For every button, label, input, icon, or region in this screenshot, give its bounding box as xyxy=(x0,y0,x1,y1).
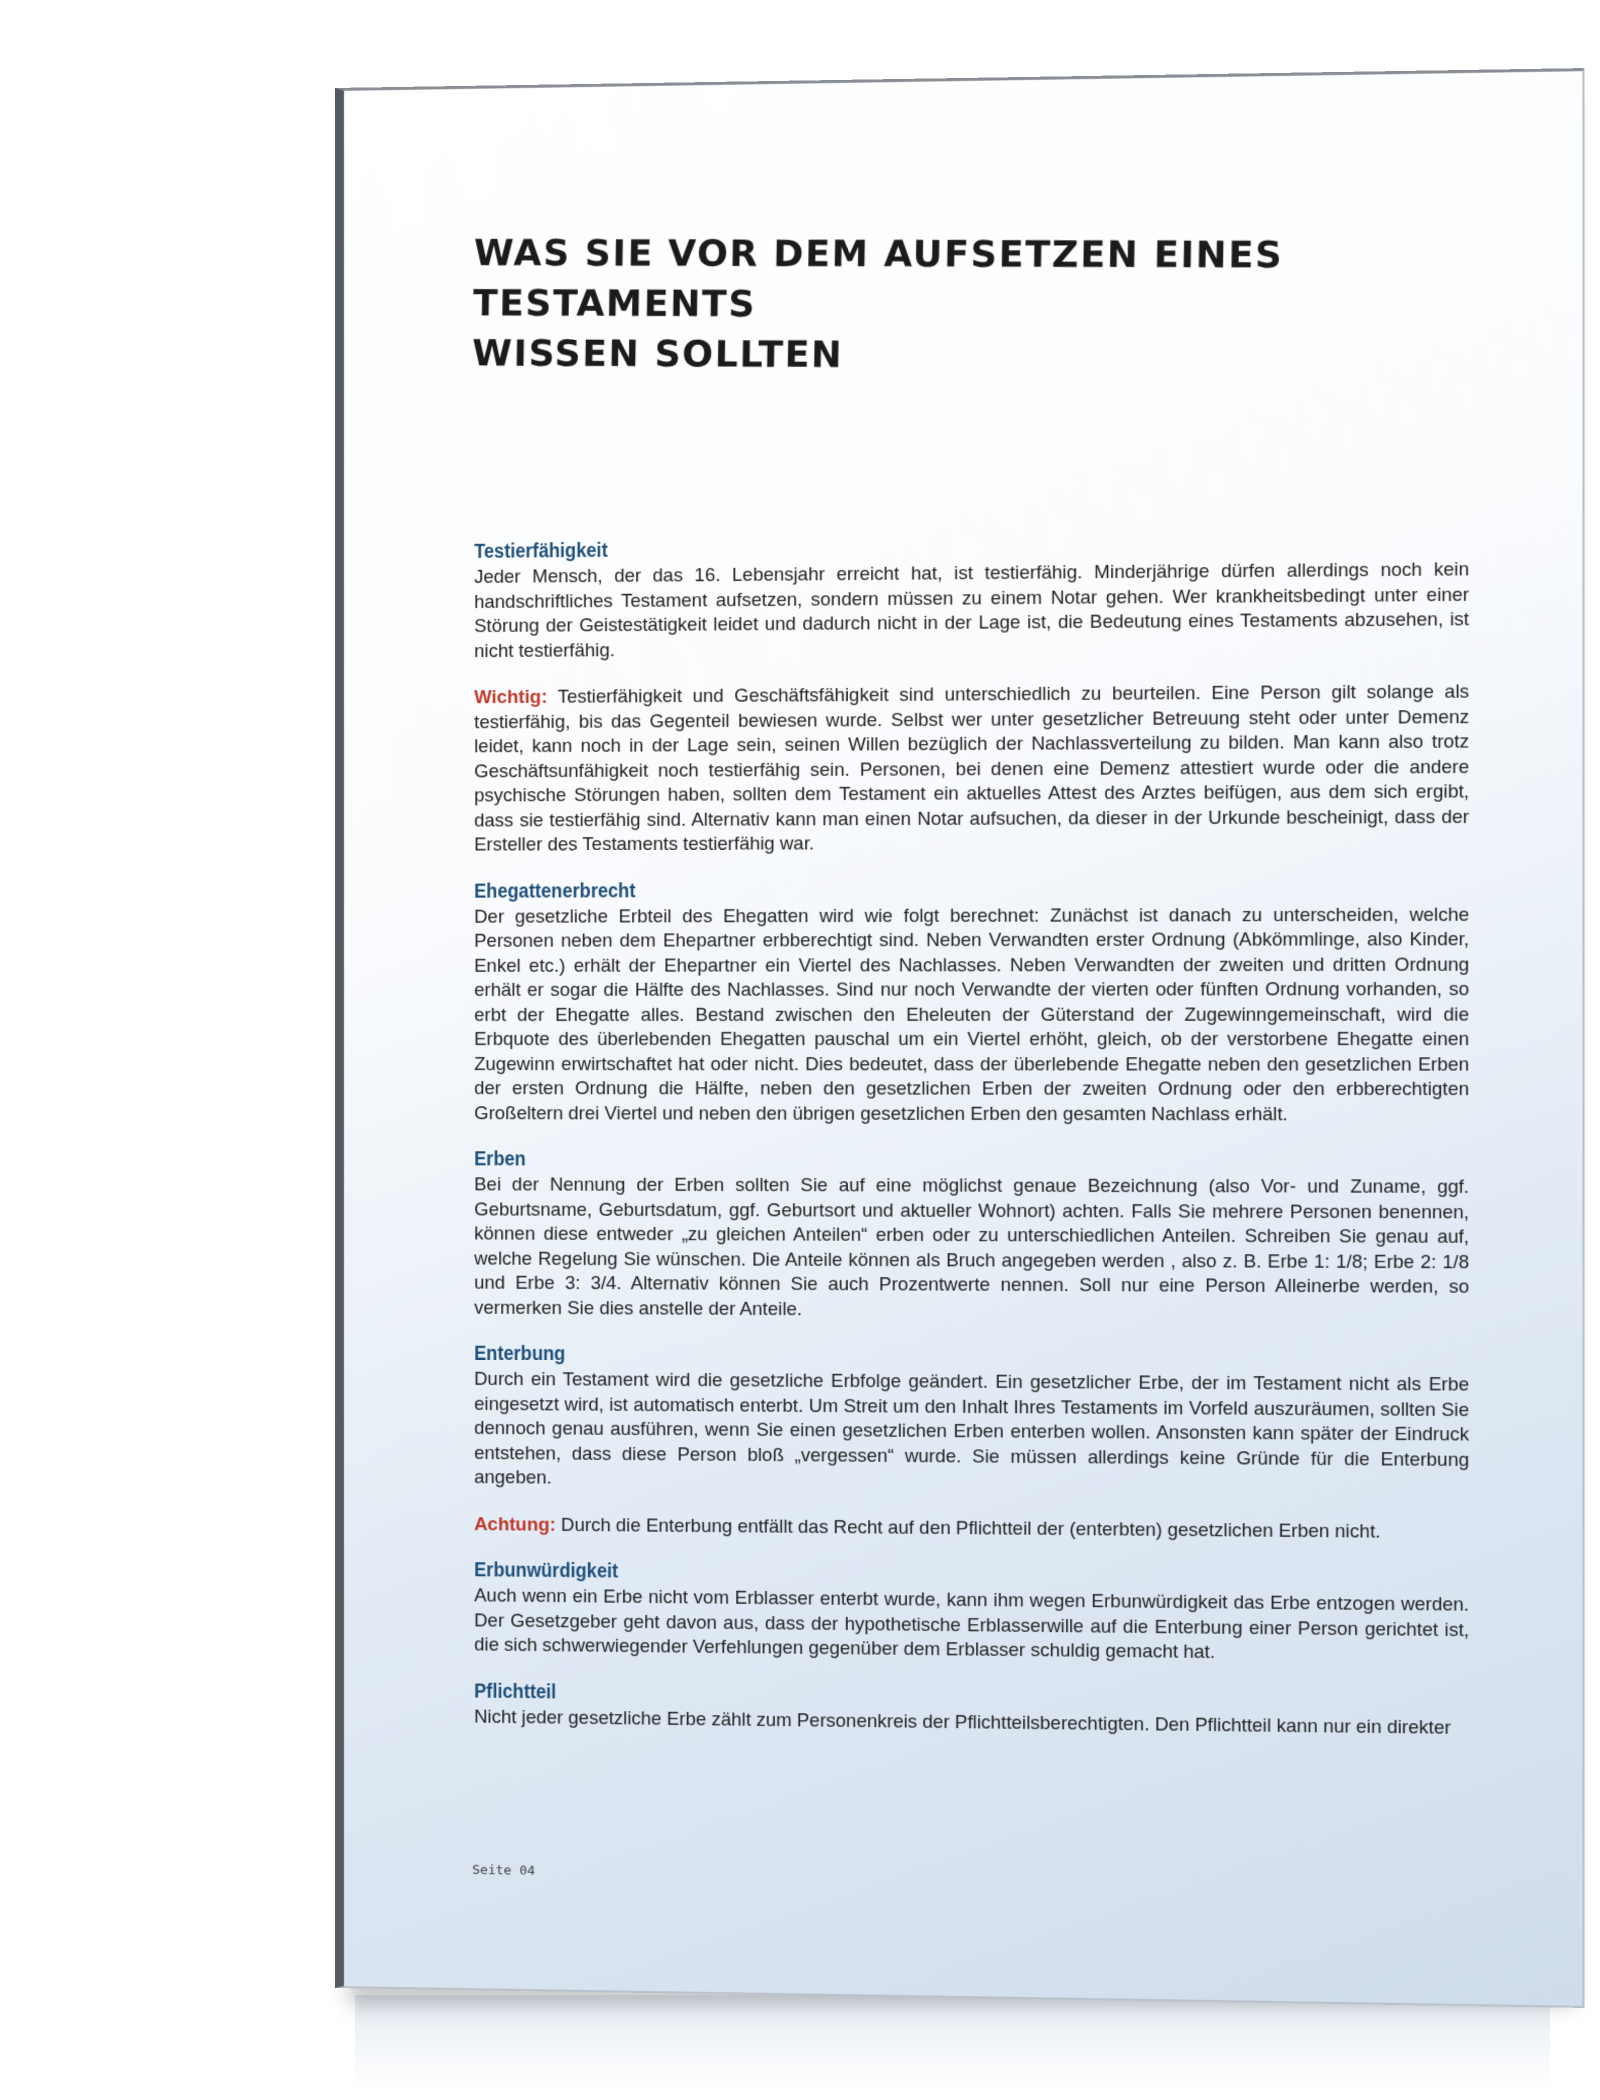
section-heading: Pflichtteil xyxy=(474,1679,557,1703)
page-content xyxy=(471,216,1470,1763)
section-text: Jeder Mensch, der das 16. Lebensjahr erreicht hat, ist testierfähig. Minderjährige dürfen allerdings noch kein handschriftliches Testament aufsetzen, sondern müssen zu einem Notar gehen. Wer krankheitsbedingt unter einer Störung der Geistestätigkeit leidet und dadurch nicht in der Lage ist, die Bedeutung eines Testaments abzusehen, ist nicht testierfähig. xyxy=(474,558,1470,661)
title-line-2: WISSEN SOLLTEN xyxy=(471,333,844,377)
page-reflection xyxy=(355,1995,1550,2090)
note-paragraph xyxy=(474,1512,1469,1545)
note-text: Testierfähigkeit und Geschäftsfähigkeit sind unterschiedlich zu beurteilen. Eine Person gilt solange als testierfähig, bis das Gegenteil bewiesen wurde. Selbst wer unter gesetzlicher Betreuung steht oder unter Demenz leidet, kann noch in der Lage sein, seinen Willen bezüglich der Nachlassverteilung zu bilden. Man kann also trotz Geschäftsunfähigkeit noch testierfähig sein. Personen, bei denen eine Demenz attestiert wurde oder die andere psychische Störungen haben, sollten dem Testament ein aktuelles Attest des Arztes beifügen, aus dem sich ergibt, dass sie testierfähig sind. Alternativ kann man einen Notar aufsuchen, da dieser in der Urkunde bescheinigt, dass der Ersteller des Testaments testierfähig war. xyxy=(474,680,1470,855)
note-paragraph xyxy=(474,679,1469,857)
document-page xyxy=(335,68,1585,2008)
page-title xyxy=(472,229,1469,384)
section-erben xyxy=(474,1147,1469,1324)
section-text: Durch ein Testament wird die gesetzliche Erbfolge geändert. Ein gesetzlicher Erbe, der im Testament nicht als Erbe eingesetzt wird, ist automatisch enterbt. Um Streit um den Inhalt Ihres Testaments im Vorfeld auszuräumen, sollten Sie dennoch genau ausführen, wenn Sie einen gesetzlichen Erben enterben wollen. Ansonsten kann später der Eindruck entstehen, dass diese Person bloß „vergessen“ wurde. Sie müssen allerdings keine Gründe für die Enterbung angeben. xyxy=(474,1367,1470,1488)
section-heading: Testierfähigkeit xyxy=(474,539,608,563)
section-ehegattenerbrecht xyxy=(474,876,1469,1126)
note-achtung xyxy=(474,1512,1469,1545)
section-enterbung xyxy=(474,1342,1469,1497)
note-text: Durch die Enterbung entfällt das Recht auf den Pflichtteil der (enterbten) gesetzlichen Erben nicht. xyxy=(555,1513,1381,1542)
page-number: Seite 04 xyxy=(472,1862,536,1879)
section-heading: Enterbung xyxy=(474,1342,566,1366)
section-heading: Ehegattenerbrecht xyxy=(474,879,636,903)
section-pflichtteil xyxy=(474,1679,1469,1740)
note-wichtig xyxy=(474,679,1469,857)
section-testierfaehigkeit xyxy=(474,532,1469,664)
title-line-1: WAS SIE VOR DEM AUFSETZEN EINES TESTAMENTS xyxy=(472,233,1284,326)
section-text: Nicht jeder gesetzliche Erbe zählt zum Personenkreis der Pflichtteilsberechtigten. Den Pflichtteil kann nur ein direkter xyxy=(474,1705,1451,1738)
section-text: Auch wenn ein Erbe nicht vom Erblasser enterbt wurde, kann ihm wegen Erbunwürdigkeit das Erbe entzogen werden. Der Gesetzgeber geht davon aus, dass der hypothetische Erblasserwille auf die Enterbung einer Person gerichtet ist, die sich schwerwiegender Verfehlungen gegenüber dem Erblasser schuldig gemacht hat. xyxy=(474,1584,1470,1663)
section-heading: Erben xyxy=(474,1148,526,1171)
document-page-wrapper xyxy=(335,88,1560,1988)
section-text: Bei der Nennung der Erben sollten Sie auf eine möglichst genaue Bezeichnung (also Vor- und Zuname, ggf. Geburtsname, Geburtsdatum, ggf. Geburtsort und aktueller Wohnort) achten. Falls Sie mehrere Personen benennen, können diese entweder „zu gleichen Anteilen“ erben oder zu unterschiedlichen Anteilen. Schreiben Sie genau auf, welche Regelung Sie wünschen. Die Anteile können als Bruch angegeben werden , also z. B. Erbe 1: 1/8; Erbe 2: 1/8 und Erbe 3: 3/4. Alternativ können Sie auch Prozentwerte nennen. Soll nur eine Person Alleinerbe werden, so vermerken Sie dies anstelle der Anteile. xyxy=(474,1173,1470,1319)
section-heading: Erbunwürdigkeit xyxy=(474,1559,619,1583)
section-erbunwuerdigkeit xyxy=(474,1558,1469,1667)
note-label-achtung: Achtung: xyxy=(474,1512,556,1535)
note-label-wichtig: Wichtig: xyxy=(474,685,548,708)
section-text: Der gesetzliche Erbteil des Ehegatten wird wie folgt berechnet: Zunächst ist danach zu unterscheiden, welche Personen neben dem Ehepartner erbberechtigt sind. Neben Verwandten erster Ordnung (Abkömmlinge, also Kinder, Enkel etc.) erhält der Ehepartner ein Viertel des Nachlasses. Neben Verwandten der zweiten und dritten Ordnung erhält er sogar die Hälfte des Nachlasses. Sind nur noch Verwandte der vierten oder fünften Ordnung vorhanden, so erbt der Ehegatte alles. Bestand zwischen den Eheleuten der Güterstand der Zugewinngemeinschaft, wird die Erbquote des überlebenden Ehegatten pauschal um ein Viertel erhöht, gleich, ob der verstorbene Ehegatte einen Zugewinn erwirtschaftet hat oder nicht. Dies bedeutet, dass der überlebende Ehegatte neben den gesetzlichen Erben der ersten Ordnung die Hälfte, neben den gesetzlichen Erben der zweiten Ordnung oder den erbberechtigten Großeltern drei Viertel und neben den übrigen gesetzlichen Erben den gesamten Nachlass erhält. xyxy=(474,902,1470,1124)
